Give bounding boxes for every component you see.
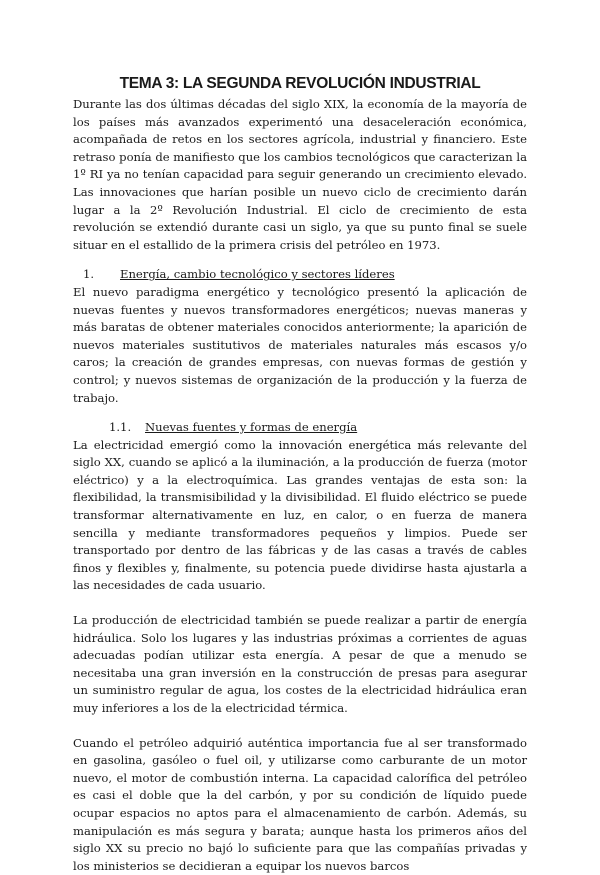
paragraph-gap <box>73 718 527 735</box>
section-1-heading <box>73 266 527 284</box>
electricity-paragraph: La electricidad emergió como la innovación energética más relevante del siglo XX, cuando se aplicó a la iluminación, a la producción de fuerza (motor eléctrico) y a la electroquímica. Las grandes ventajas de esta son: la flexibilidad, la transmisibilidad y la divisibilidad. El fluido eléctrico se puede transformar alternativamente en luz, en calor, o en fuerza de manera sencilla y mediante transformadores pequeños y limpios. Puede ser transportado por dentro de las fábricas y de las casas a través de cables finos y flexibles y, finalmente, su potencia puede dividirse hasta ajustarla a las necesidades de cada usuario. <box>73 437 527 593</box>
section-1-paragraph: El nuevo paradigma energético y tecnológico presentó la aplicación de nuevas fuentes y nuevos transformadores energéticos; nuevas maneras y más baratas de obtener materiales conocidos anteriormente; la aparición de nuevos materiales sustitutivos de materiales naturales más escasos y/o caros; la creación de grandes empresas, con nuevas formas de gestión y control; y nuevos sistemas de organización de la producción y la fuerza de trabajo. <box>73 284 527 405</box>
paragraph-gap <box>73 595 527 612</box>
section-1-1-number: 1.1. <box>109 420 132 435</box>
document-page <box>73 72 527 875</box>
petroleum-paragraph: Cuando el petróleo adquirió auténtica importancia fue al ser transformado en gasolina, gasóleo o fuel oil, y utilizarse como carburante de un motor nuevo, el motor de combustión interna. La capacidad calorífica del petróleo es casi el doble que la del carbón, y por su condición de líquido puede ocupar espacios no aptos para el almacenamiento de carbón. Además, su manipulación es más segura y barata; aunque hasta los primeros años del siglo XX su precio no bajó lo suficiente para que las compañías privadas y los ministerios se decidieran a equipar los nuevos barcos <box>73 735 527 873</box>
section-1-1-heading <box>73 419 527 437</box>
section-1-title: Energía, cambio tecnológico y sectores líderes <box>120 267 395 282</box>
section-1-number: 1. <box>83 267 95 282</box>
intro-paragraph: Durante las dos últimas décadas del siglo XIX, la economía de la mayoría de los países más avanzados experimentó una desaceleración económica, acompañada de retos en los sectores agrícola, industrial y financiero. Este retraso ponía de manifiesto que los cambios tecnológicos que caracterizan la 1º RI ya no tenían capacidad para seguir generando un crecimiento elevado. Las innovaciones que harían posible un nuevo ciclo de crecimiento darán lugar a la 2º Revolución Industrial. El ciclo de crecimiento de esta revolución se extendió durante casi un siglo, ya que su punto final se suele situar en el estallido de la primera crisis del petróleo en 1973. <box>73 97 527 252</box>
section-1-1-title: Nuevas fuentes y formas de energía <box>145 420 358 435</box>
document-title: TEMA 3: LA SEGUNDA REVOLUCIÓN INDUSTRIAL <box>119 75 481 92</box>
hydraulic-paragraph: La producción de electricidad también se puede realizar a partir de energía hidráulica. Solo los lugares y las industrias próximas a corrientes de aguas adecuadas podían utilizar esta energía. A pesar de que a menudo se necesitaba una gran inversión en la construcción de presas para asegurar un suministro regular de agua, los costes de la electricidad hidráulica eran muy inferiores a los de la electricidad térmica. <box>73 613 527 715</box>
